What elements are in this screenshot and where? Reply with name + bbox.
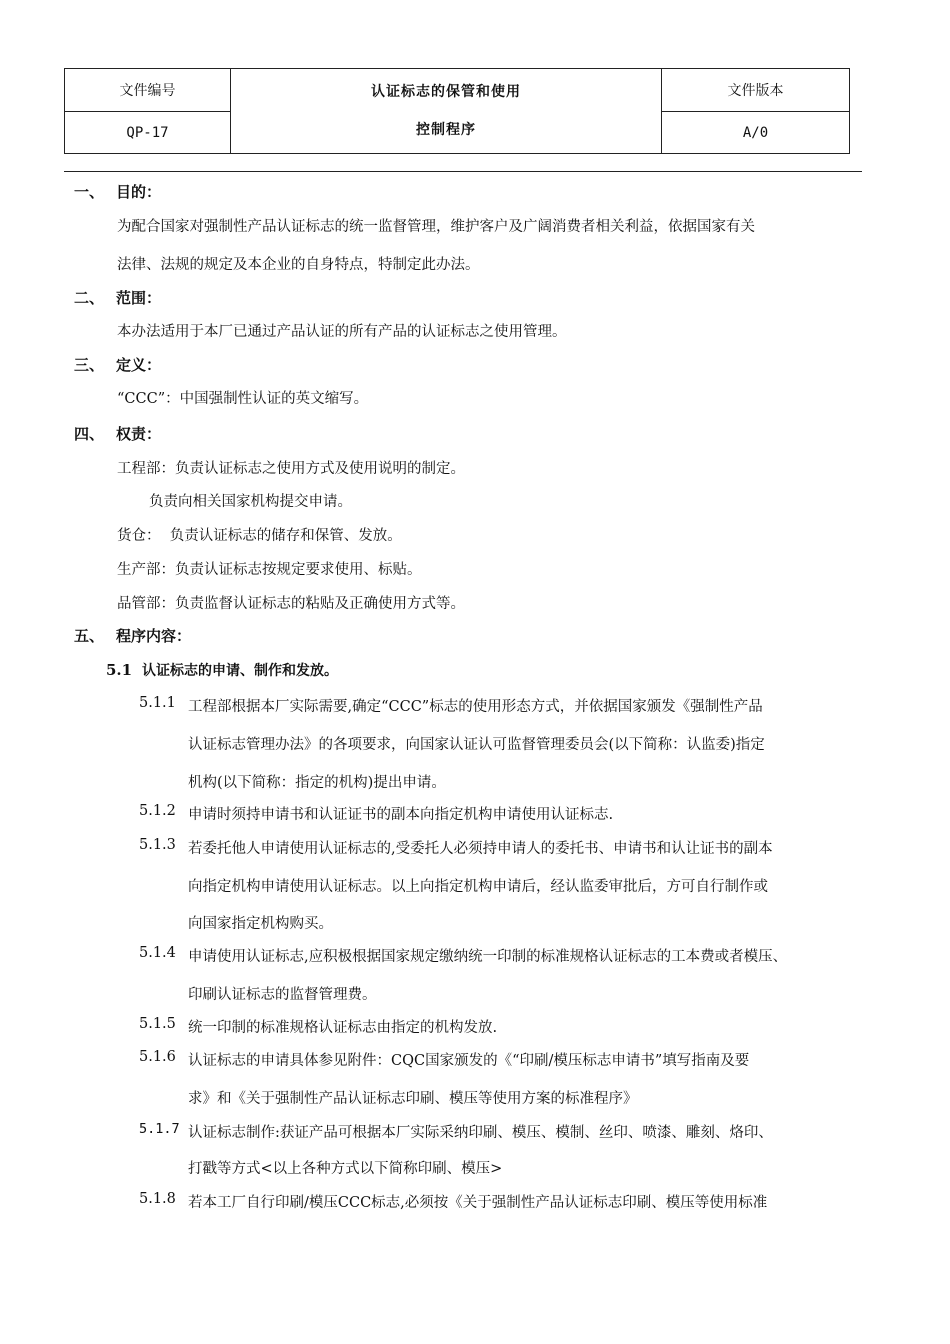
section-responsibility-heading xyxy=(74,423,161,444)
clause-line: 若委托他人申请使用认证标志的,受委托人必须持申请人的委托书、申请书和认让证书的副本 xyxy=(188,841,773,857)
paragraph-line: “CCC”：中国强制性认证的英文缩写。 xyxy=(117,391,369,407)
clause-line: 统一印制的标准规格认证标志由指定的机构发放. xyxy=(188,1020,498,1036)
clause-number: 5.1.1 xyxy=(139,695,176,711)
clause-line: 申请使用认证标志,应积极根据国家规定缴纳统一印制的标准规格认证标志的工本费或者模压、 xyxy=(188,949,788,965)
clause-number: 5.1.5 xyxy=(139,1016,176,1032)
section-number: 一、 xyxy=(74,183,105,201)
section-definition-heading xyxy=(74,354,161,375)
section-title: 目的： xyxy=(116,183,162,201)
clause-line: 申请时须持申请书和认证证书的副本向指定机构申请使用认证标志. xyxy=(188,807,614,823)
clause-line: 若本工厂自行印刷/模压CCC标志,必须按《关于强制性产品认证标志印刷、模压等使用标准 xyxy=(188,1195,768,1211)
section-number: 五、 xyxy=(74,627,105,645)
clause-line: 向指定机构申请使用认证标志。以上向指定机构申请后，经认监委审批后，方可自行制作或 xyxy=(188,879,768,895)
clause-number: 5.1.3 xyxy=(139,837,176,853)
clause-number: 5.1.4 xyxy=(139,945,176,961)
doc-number-value: QP-17 xyxy=(65,112,231,153)
clause-number: 5.1.8 xyxy=(139,1191,176,1207)
document-title-line2: 控制程序 xyxy=(416,122,476,138)
responsibility-line: 生产部：负责认证标志按规定要求使用、标贴。 xyxy=(117,562,422,578)
responsibility-line: 负责向相关国家机构提交申请。 xyxy=(149,494,352,510)
subsection-number: 5.1 xyxy=(106,661,133,679)
clause-line: 工程部根据本厂实际需要,确定“CCC”标志的使用形态方式，并依据国家颁发《强制性产品 xyxy=(188,699,763,715)
paragraph-line: 本办法适用于本厂已通过产品认证的所有产品的认证标志之使用管理。 xyxy=(117,324,567,340)
responsibility-line: 品管部：负责监督认证标志的粘贴及正确使用方式等。 xyxy=(117,596,465,612)
section-scope-heading xyxy=(74,287,161,308)
clause-line: 印刷认证标志的监督管理费。 xyxy=(188,987,377,1003)
clause-number: 5.1.2 xyxy=(139,803,176,819)
section-title: 范围： xyxy=(116,289,162,307)
section-number: 二、 xyxy=(74,289,105,307)
clause-number: 5.1.6 xyxy=(139,1049,176,1065)
section-title: 权责： xyxy=(116,425,162,443)
subsection-heading xyxy=(106,660,338,680)
header-divider xyxy=(64,171,862,172)
section-title: 程序内容： xyxy=(116,627,192,645)
section-number: 三、 xyxy=(74,356,105,374)
subsection-title: 认证标志的申请、制作和发放。 xyxy=(142,663,338,679)
clause-line: 求》和《关于强制性产品认证标志印刷、模压等使用方案的标准程序》 xyxy=(188,1091,638,1107)
clause-line: 向国家指定机构购买。 xyxy=(188,916,333,932)
paragraph-line: 法律、法规的规定及本企业的自身特点，特制定此办法。 xyxy=(117,257,480,273)
section-procedure-heading xyxy=(74,625,191,646)
clause-number: 5.1.7 xyxy=(139,1121,180,1137)
section-number: 四、 xyxy=(74,425,105,443)
responsibility-line: 货仓： 负责认证标志的储存和保管、发放。 xyxy=(117,528,402,544)
clause-line: 认证标志管理办法》的各项要求，向国家认证认可监督管理委员会(以下简称：认监委)指定 xyxy=(188,737,765,753)
clause-line: 打戳等方式<以上各种方式以下简称印刷、模压> xyxy=(188,1161,503,1177)
document-title-line1: 认证标志的保管和使用 xyxy=(371,84,521,100)
doc-version-label: 文件版本 xyxy=(662,69,849,112)
responsibility-line: 工程部：负责认证标志之使用方式及使用说明的制定。 xyxy=(117,461,465,477)
clause-line: 机构(以下简称：指定的机构)提出申请。 xyxy=(188,775,446,791)
section-purpose-heading xyxy=(74,181,161,202)
doc-number-label: 文件编号 xyxy=(65,69,231,112)
clause-line: 认证标志的申请具体参见附件：CQC国家颁发的《“印刷/模压标志申请书”填写指南及要 xyxy=(188,1053,750,1069)
section-title: 定义： xyxy=(116,356,162,374)
document-title xyxy=(231,69,662,153)
paragraph-line: 为配合国家对强制性产品认证标志的统一监督管理，维护客户及广阔消费者相关利益，依据国家有关 xyxy=(117,219,755,235)
doc-version-value: A/0 xyxy=(742,124,769,141)
clause-line: 认证标志制作:获证产品可根据本厂实际采纳印刷、模压、模制、丝印、喷漆、雕刻、烙印、 xyxy=(188,1125,773,1141)
document-header-table xyxy=(64,68,850,154)
